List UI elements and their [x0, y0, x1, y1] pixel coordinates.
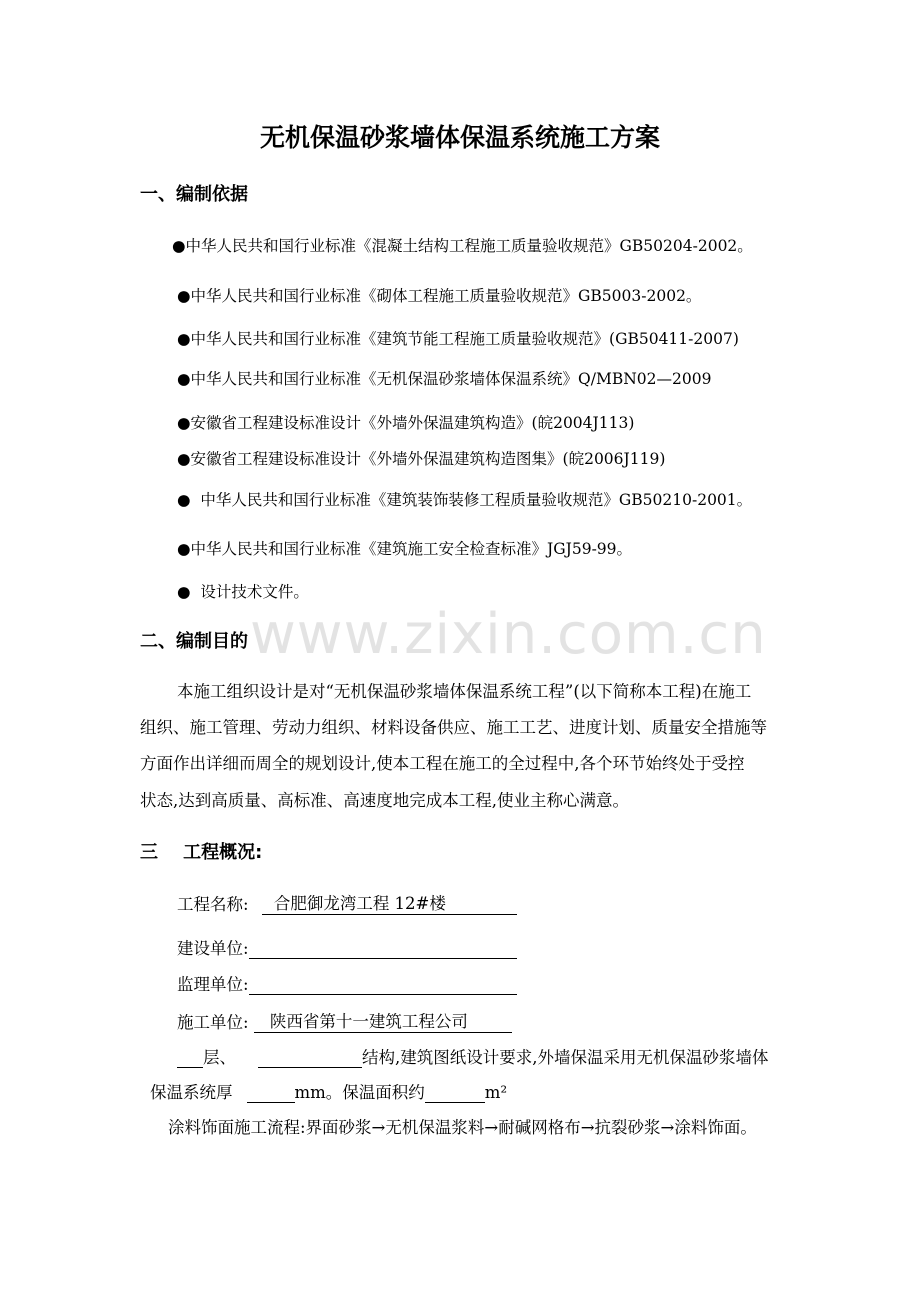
bullet-icon: ● [177, 287, 191, 305]
reference-text: 中华人民共和国行业标准《无机保温砂浆墙体保温系统》Q/MBN02—2009 [190, 370, 712, 388]
reference-item [177, 411, 634, 433]
project-name-label: 工程名称: [177, 895, 249, 914]
bullet-icon: ● [172, 237, 186, 255]
bullet-icon: ● [177, 370, 191, 388]
bullet-icon: ● [177, 491, 191, 509]
bullet-icon: ● [177, 450, 191, 468]
reference-item [177, 327, 739, 349]
reference-item [177, 367, 711, 389]
bullet-icon: ● [177, 330, 191, 348]
reference-text: 中华人民共和国行业标准《混凝土结构工程施工质量验收规范》GB50204-2002。 [185, 237, 753, 255]
reference-text: 中华人民共和国行业标准《砌体工程施工质量验收规范》GB5003-2002。 [190, 287, 702, 305]
watermark: www.zixin.com.cn [250, 602, 767, 667]
structure-blank [258, 1049, 362, 1068]
reference-item [172, 234, 753, 256]
floors-blank [177, 1049, 203, 1068]
contractor-label: 施工单位: [177, 1013, 249, 1032]
supervisor-blank [249, 976, 517, 995]
bullet-icon: ● [177, 540, 191, 558]
thickness-unit: mm。保温面积约 [294, 1083, 425, 1102]
supervisor-row [177, 971, 517, 995]
reference-item [177, 580, 309, 602]
reference-item [177, 537, 632, 559]
reference-item [177, 488, 752, 510]
reference-text: 中华人民共和国行业标准《建筑装饰装修工程质量验收规范》GB50210-2001。 [200, 491, 753, 509]
bullet-icon: ● [177, 583, 191, 601]
section2-heading: 二、编制目的 [140, 631, 248, 652]
contractor-field [254, 1008, 512, 1033]
document-title: 无机保温砂浆墙体保温系统施工方案 [259, 123, 660, 152]
reference-text: 中华人民共和国行业标准《建筑节能工程施工质量验收规范》(GB50411-2007) [190, 330, 739, 348]
area-blank [425, 1084, 485, 1103]
project-name-field [262, 890, 517, 915]
project-name-value: 合肥御龙湾工程 12#楼 [273, 894, 446, 913]
floors-text: 层、 [203, 1048, 236, 1067]
reference-text: 安徽省工程建设标准设计《外墙外保温建筑构造图集》(皖2006J119) [190, 450, 666, 468]
contractor-row [177, 1008, 512, 1033]
section1-heading: 一、编制依据 [140, 184, 248, 205]
reference-text: 设计技术文件。 [200, 583, 309, 601]
reference-item [177, 447, 665, 469]
area-unit: m² [484, 1083, 508, 1102]
bullet-icon: ● [177, 414, 191, 432]
paragraph-line: 本施工组织设计是对“无机保温砂浆墙体保温系统工程”(以下简称本工程)在施工 [177, 682, 752, 701]
structure-text: 结构,建筑图纸设计要求,外墙保温采用无机保温砂浆墙体 [362, 1048, 769, 1067]
owner-row [177, 935, 517, 959]
owner-label: 建设单位: [177, 939, 249, 958]
section3-heading: 三 工程概况: [140, 842, 263, 863]
thickness-row [150, 1079, 507, 1103]
reference-text: 安徽省工程建设标准设计《外墙外保温建筑构造》(皖2004J113) [190, 414, 635, 432]
floors-structure-row [177, 1044, 769, 1068]
process-flow: 涂料饰面施工流程:界面砂浆→无机保温浆料→耐碱网格布→抗裂砂浆→涂料饰面。 [168, 1118, 757, 1137]
contractor-value: 陕西省第十一建筑工程公司 [269, 1012, 468, 1031]
thickness-prefix: 保温系统厚 [150, 1083, 233, 1102]
reference-text: 中华人民共和国行业标准《建筑施工安全检查标准》JGJ59-99。 [190, 540, 633, 558]
project-name-row [177, 890, 517, 915]
thickness-blank [247, 1084, 295, 1103]
owner-blank [249, 940, 517, 959]
supervisor-label: 监理单位: [177, 975, 249, 994]
paragraph-line: 状态,达到高质量、高标准、高速度地完成本工程,使业主称心满意。 [140, 791, 629, 810]
paragraph-line: 方面作出详细而周全的规划设计,使本工程在施工的全过程中,各个环节始终处于受控 [140, 754, 745, 773]
reference-item [177, 284, 701, 306]
paragraph-line: 组织、施工管理、劳动力组织、材料设备供应、施工工艺、进度计划、质量安全措施等 [140, 718, 767, 737]
